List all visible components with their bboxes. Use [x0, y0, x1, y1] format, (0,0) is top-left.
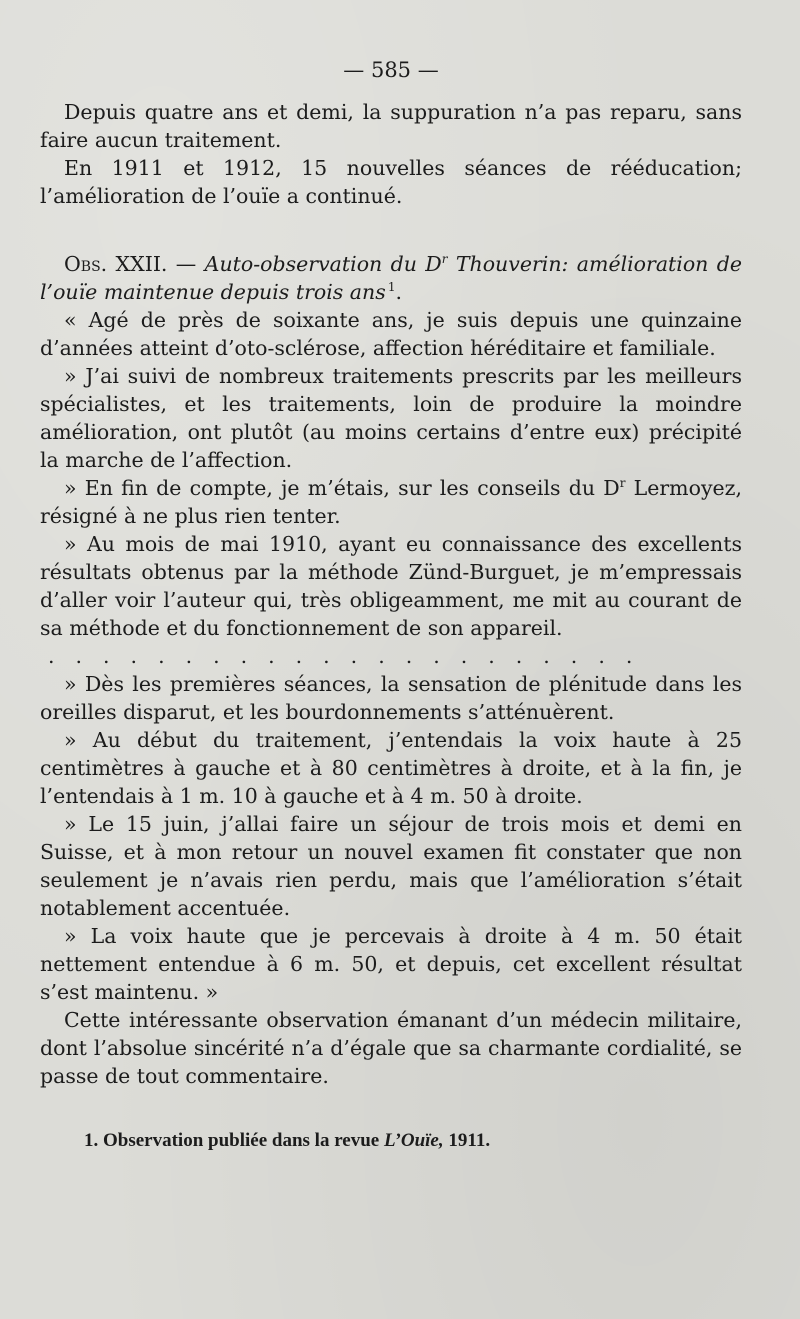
paragraph-voix-haute: » La voix haute que je percevais à droite à 4 m. 50 était nettement entendue à 6 m. 50, et depuis, cet excellent résultat s’est maintenu. »	[40, 924, 742, 1004]
paragraph-methode: » Au mois de mai 1910, ayant eu connaissance des excellents résultats obtenus par la méthode Zünd-Burguet, je m’empressais d’aller voir l’auteur qui, très obligeamment, me mit au courant de sa méthode et du fonctionnement de son appareil.	[40, 532, 742, 640]
page-number: — 585 —	[343, 58, 439, 82]
lermoyez-text-a: » En fin de compte, je m’étais, sur les conseils du D	[64, 476, 620, 500]
paragraph-premieres-seances: » Dès les premières séances, la sensation de plénitude dans les oreilles disparut, et les bourdonnements s’atténuèrent.	[40, 672, 742, 724]
ellipsis-separator: ......................	[48, 644, 654, 668]
footnote	[40, 1128, 742, 1154]
footnote-number: 1.	[84, 1130, 99, 1151]
paragraph-conclusion: Cette intéressante observation émanant d’un médecin militaire, dont l’absolue sincérité n’a d’égale que sa charmante cordialité, se passe de tout commentaire.	[40, 1008, 742, 1088]
observation-title-end: .	[395, 280, 402, 304]
paragraph-traitements: » J’ai suivi de nombreux traitements prescrits par les meilleurs spécialistes, et les traitements, loin de produire la moindre amélioration, ont plutôt (au moins certains d’entre eux) précipité la marche de l’affection.	[40, 364, 742, 472]
paragraph-reeducation: En 1911 et 1912, 15 nouvelles séances de rééducation; l’amélioration de l’ouïe a continué.	[40, 156, 742, 208]
observation-heading	[40, 250, 742, 306]
lermoyez-sup: r	[619, 476, 626, 491]
footnote-journal: L’Ouïe,	[383, 1130, 444, 1151]
observation-label: Obs. XXII. —	[64, 252, 197, 276]
paragraph-age: « Agé de près de soixante ans, je suis depuis une quinzaine d’années atteint d’oto-sclérose, affection héréditaire et familiale.	[40, 308, 742, 360]
observation-title-sup: r	[441, 252, 448, 267]
footnote-reference: 1	[387, 280, 396, 295]
footnote-text-a: Observation publiée dans la revue	[103, 1130, 380, 1151]
paragraph-suppuration: Depuis quatre ans et demi, la suppuration n’a pas reparu, sans faire aucun traitement.	[40, 100, 742, 152]
paragraph-debut-traitement: » Au début du traitement, j’entendais la voix haute à 25 centimètres à gauche et à 80 centimètres à droite, et à la fin, je l’entendais à 1 m. 10 à gauche et à 4 m. 50 à droite.	[40, 728, 742, 808]
footnote-text-b: 1911.	[448, 1130, 491, 1151]
paragraph-lermoyez	[40, 474, 742, 530]
lermoyez-text-b: Lermoyez, résigné à ne plus rien tenter.	[40, 476, 742, 528]
paragraph-suisse: » Le 15 juin, j’allai faire un séjour de trois mois et demi en Suisse, et à mon retour un nouvel examen fit constater que non seulement je n’avais rien perdu, mais que l’amélioration s’était notablement accentuée.	[40, 812, 742, 920]
observation-title-part-1: Auto-observation du D	[204, 252, 442, 276]
observation-title-part-2: Thouverin: amélioration de l’ouïe maintenue depuis trois ans	[40, 252, 742, 304]
